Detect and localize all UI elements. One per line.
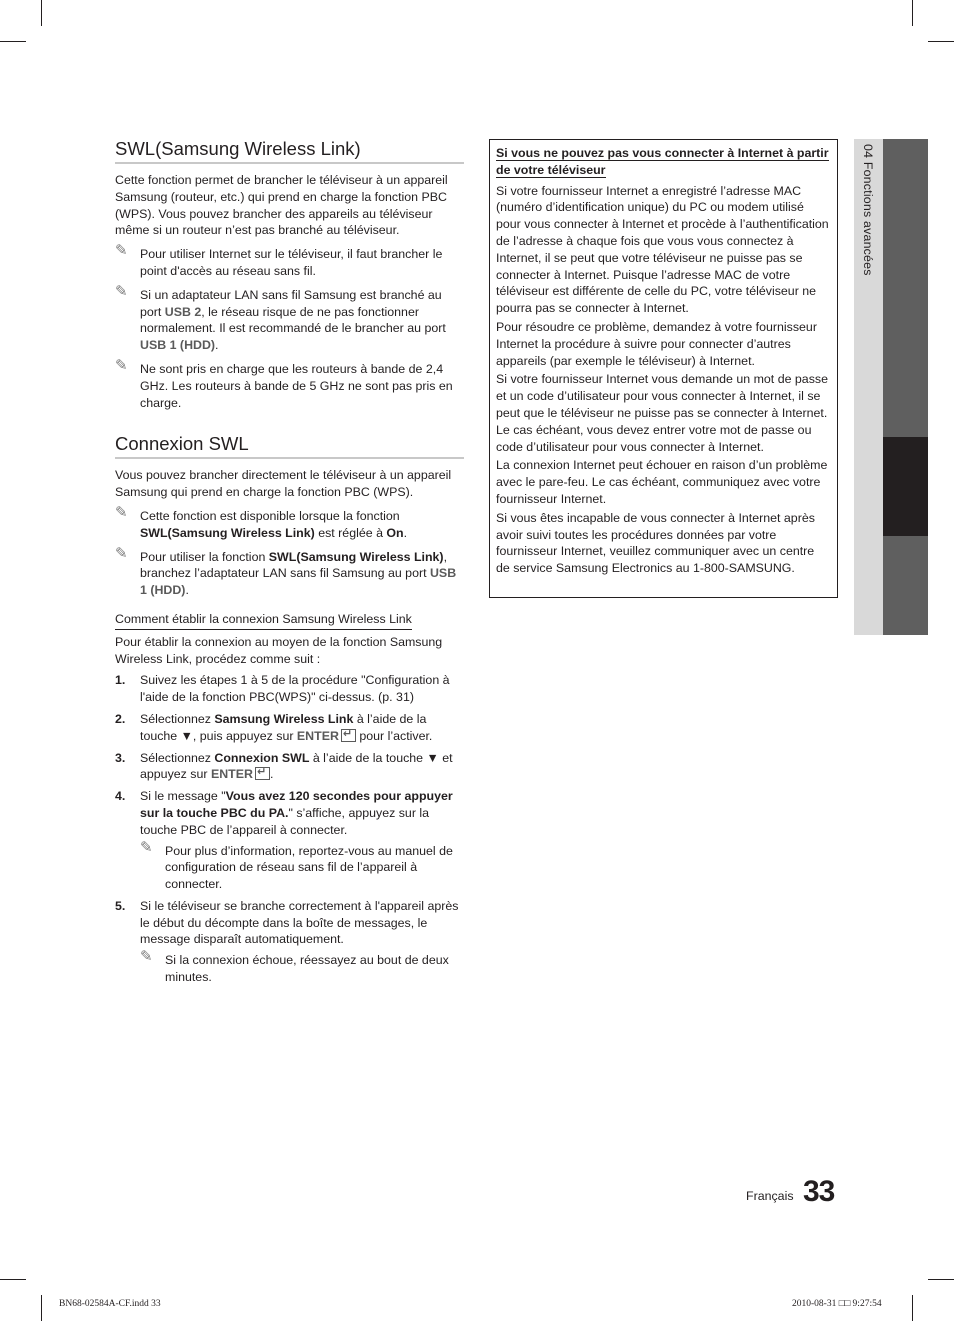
box-title: Si vous ne pouvez pas vous connecter à Internet à partir de votre téléviseur (496, 146, 829, 177)
message-text: Vous avez 120 secondes pour appuyer sur la touche PBC du PA. (140, 789, 453, 820)
note-text: Cette fonction est disponible lorsque la fonction (140, 508, 400, 523)
step-text: à l’aide de la touche ▼ et appuyez sur (140, 750, 453, 782)
note-text: Pour utiliser Internet sur le téléviseur, il faut brancher le point d'accès au réseau sans fil. (140, 247, 443, 278)
left-column (115, 138, 464, 986)
pencil-note-icon: ✎ (115, 282, 128, 300)
note-text: . (215, 338, 219, 353)
step-number: 4. (115, 789, 126, 804)
step-text: pour l’activer. (355, 728, 433, 743)
chapter-tab (883, 536, 928, 635)
troubleshooting-box (489, 139, 838, 598)
note-text: Si un adaptateur LAN sans fil Samsung est branché au port (140, 287, 442, 319)
port-label: USB 1 (HDD) (140, 338, 216, 353)
pencil-note-icon: ✎ (140, 838, 153, 856)
note (115, 503, 464, 542)
subheading: Comment établir la connexion Samsung Wireless Link (115, 611, 412, 630)
crop-mark (0, 1279, 26, 1280)
chapter-label: 04 Fonctions avancées (861, 144, 875, 276)
pencil-note-icon: ✎ (115, 242, 128, 260)
print-slug-date: 2010-08-31 □□ 9:27:54 (792, 1299, 882, 1309)
step-text: Si le message " (140, 789, 226, 804)
note-text: Ne sont pris en charge que les routeurs à bande de 2,4 GHz. Les routeurs à bande de 5 GHz ne sont pas pris en charge. (140, 361, 453, 410)
chapter-tab-active (883, 437, 928, 536)
menu-option: Samsung Wireless Link (214, 711, 354, 726)
pencil-note-icon: ✎ (115, 544, 128, 562)
note (140, 838, 464, 893)
step-text: . (269, 767, 274, 782)
step (115, 672, 464, 706)
crop-mark (912, 0, 913, 26)
note-text: , branchez l’adaptateur LAN sans fil Samsung au port (140, 549, 448, 581)
enter-key-label: ENTER (210, 767, 253, 782)
note-text: Si la connexion échoue, réessayez au bout de deux minutes. (165, 953, 449, 985)
setting-value: On (386, 525, 404, 540)
feature-name: SWL(Samsung Wireless Link) (268, 549, 444, 564)
step-text: Suivez les étapes 1 à 5 de la procédure "Configuration à l'aide de la fonction PBC(WPS)" ci-dessus. (p. 31) (140, 673, 450, 705)
step (115, 898, 464, 986)
note (115, 544, 464, 599)
note-text: Pour utiliser la fonction (140, 549, 269, 564)
crop-mark (928, 41, 954, 42)
step-text: Si le téléviseur se branche correctement à l'appareil après le début du décompte dans la boîte de messages, le message disparaît automatiquement. (140, 898, 459, 947)
step-number: 2. (115, 711, 126, 726)
crop-mark (928, 1279, 954, 1280)
pencil-note-icon: ✎ (140, 948, 153, 966)
swl-intro: Cette fonction permet de brancher le téléviseur à un appareil Samsung (routeur, etc.) qui prend en charge la fonction PBC (WPS). Vous pouvez brancher des appareils au téléviseur même si un routeur n’est pas branché au téléviseur. (115, 173, 448, 238)
box-paragraph: Pour résoudre ce problème, demandez à votre fournisseur Internet la procédure à suivre pour connecter d’autres appareils (par exemple le téléviseur) à Internet. (496, 319, 817, 368)
step-text: " s’affiche, appuyez sur la touche PBC de l’appareil à connecter. (140, 805, 430, 837)
crop-mark (0, 41, 26, 42)
step-text: Sélectionnez (140, 711, 215, 726)
note (140, 948, 464, 986)
step-number: 3. (115, 750, 126, 765)
enter-key-label: ENTER (296, 728, 339, 743)
step (115, 750, 464, 784)
box-paragraph: Si votre fournisseur Internet a enregistré l’adresse MAC (numéro d’identification unique) du PC ou modem utilisé pour vous connecter à Internet et procède à l’authentification de l’adresse à chaque fois que vous vous connectez à Internet, il se peut que votre téléviseur ne puisse pas se connecter à Internet. Puisque l’adresse MAC de votre téléviseur est différente de celle du PC, votre téléviseur ne pourra pas se connecter à Internet. (496, 183, 829, 316)
note (115, 282, 464, 354)
note (115, 356, 464, 411)
port-label: USB 1 (HDD) (140, 566, 457, 598)
section-title-swl: SWL(Samsung Wireless Link) (115, 138, 464, 164)
page-number: 33 (803, 1175, 835, 1208)
note-text: . (185, 583, 189, 598)
note (115, 242, 464, 280)
note-text: . (403, 525, 408, 540)
menu-option: Connexion SWL (214, 750, 310, 765)
pencil-note-icon: ✎ (115, 503, 128, 521)
note-text: est réglée à (314, 525, 387, 540)
port-label: USB 2 (164, 304, 202, 319)
step (115, 711, 464, 745)
chapter-tab (883, 139, 928, 437)
connexion-intro: Vous pouvez brancher directement le téléviseur à un appareil Samsung qui prend en charge la fonction PBC (WPS). (115, 468, 452, 500)
box-paragraph: Si vous êtes incapable de vous connecter à Internet après avoir suivi toutes les procédures données par votre fournisseur Internet, veuillez communiquer avec un centre de service Samsung Electronics au 1-800-SAMSUNG. (496, 510, 815, 576)
crop-mark (41, 1295, 42, 1321)
note-text: , le réseau risque de ne pas fonctionner normalement. Il est recommandé de le brancher au port (140, 304, 446, 336)
enter-key-icon (341, 729, 356, 742)
sub-intro: Pour établir la connexion au moyen de la fonction Samsung Wireless Link, procédez comme suit : (115, 634, 443, 666)
step-text: Sélectionnez (140, 750, 215, 765)
crop-mark (912, 1295, 913, 1321)
step-text: à l’aide de la touche ▼, puis appuyez sur (140, 711, 427, 743)
note-text: Pour plus d’information, reportez-vous au manuel de configuration de réseau sans fil de l’appareil à connecter. (165, 843, 453, 892)
section-title-connexion: Connexion SWL (115, 433, 464, 459)
crop-mark (41, 0, 42, 26)
step (115, 788, 464, 893)
feature-name: SWL(Samsung Wireless Link) (140, 525, 315, 540)
enter-key-icon (255, 767, 270, 780)
box-paragraph: Si votre fournisseur Internet vous demande un mot de passe et un code d’utilisateur pour vous connecter à Internet, il se peut que le téléviseur ne puisse pas se connecter à Internet. Le cas échéant, vous devez entrer votre mot de passe ou code d’utilisateur pour vous connecter à Internet. (496, 372, 828, 454)
print-slug-file: BN68-02584A-CF.indd 33 (59, 1299, 161, 1309)
footer-language: Français (746, 1189, 794, 1203)
pencil-note-icon: ✎ (115, 356, 128, 374)
step-number: 1. (115, 673, 126, 688)
step-number: 5. (115, 898, 126, 913)
box-paragraph: La connexion Internet peut échouer en raison d’un problème avec le pare-feu. Le cas échéant, communiquez avec votre fournisseur Internet. (496, 458, 828, 506)
